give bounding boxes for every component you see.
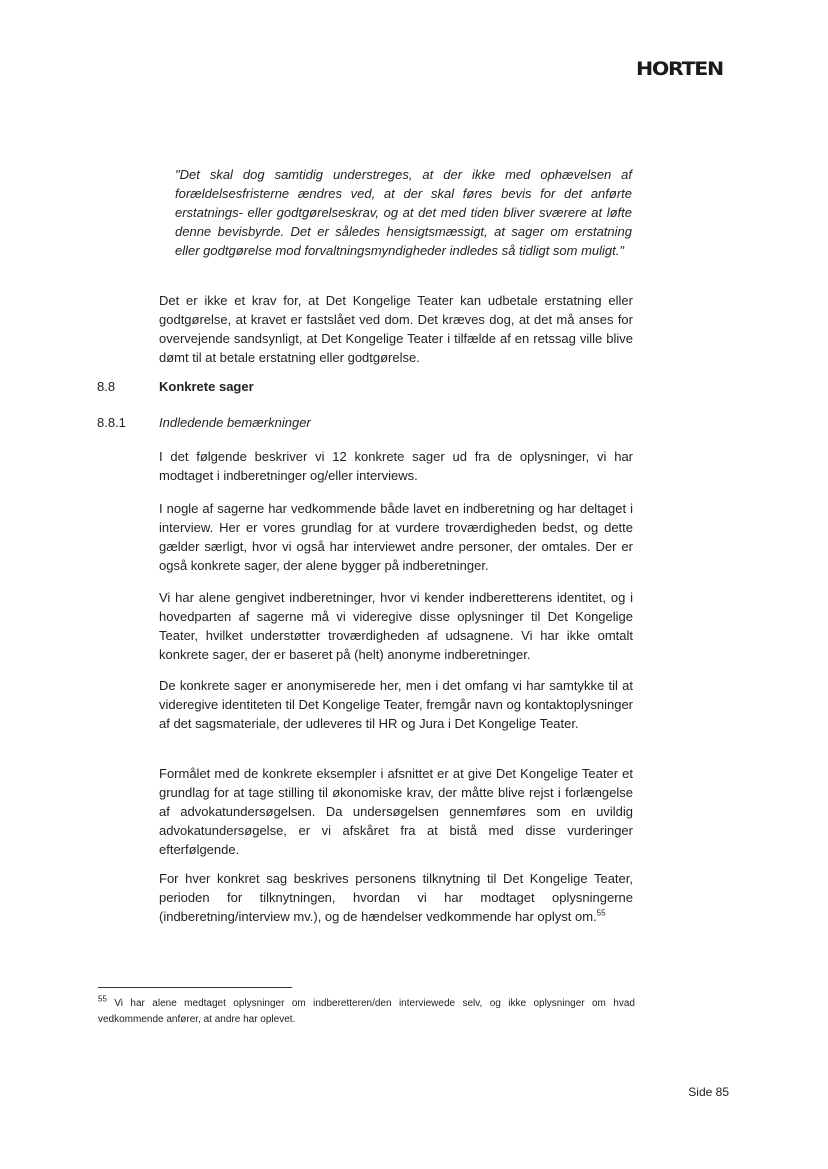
block-quote: "Det skal dog samtidig understreges, at der ikke med ophævelsen af forældelsesfristerne ændres ved, at der skal føres bevis for det anførte erstatnings- eller godtgørelseskrav, og at det med tiden bliver sværere at løfte denne bevisbyrde. Det er således hensigtsmæssigt, at sager om erstatning eller godtgørelse mod forvaltningsmyndigheder indledes så tidligt som muligt." (175, 167, 632, 258)
paragraph: De konkrete sager er anonymiserede her, men i det omfang vi har samtykke til at videregive identiteten til Det Kongelige Teater, fremgår navn og kontaktoplysninger af det sagsmateriale, der udleveres til HR og Jura i Det Kongelige Teater. (159, 678, 633, 731)
page-number: Side 85 (688, 1085, 729, 1099)
paragraph: Formålet med de konkrete eksempler i afsnittet er at give Det Kongelige Teater et grundlag for at tage stilling til økonomiske krav, der måtte blive rejst i forlængelse af advokatundersøgelsen. Da undersøgelsen gennemføres som en uvildig advokatundersøgelse, er vi afskåret fra at bistå med disse vurderinger efterfølgende. (159, 766, 633, 857)
paragraph: Det er ikke et krav for, at Det Kongelige Teater kan udbetale erstatning eller godtgørelse, at kravet er fastslået ved dom. Det kræves dog, at det må anses for overvejende sandsynligt, at Det Kongelige Teater i tilfælde af en retssag ville blive dømt til at betale erstatning eller godtgørelse. (159, 293, 633, 365)
footnote-divider (98, 987, 292, 988)
footnote (98, 996, 635, 1028)
footnote-number: 55 (98, 994, 107, 1004)
paragraph: I det følgende beskriver vi 12 konkrete sager ud fra de oplysninger, vi har modtaget i indberetninger og/eller interviews. (159, 449, 633, 483)
subsection-heading: Indledende bemærkninger (159, 415, 311, 430)
footnote-reference[interactable]: 55 (596, 908, 606, 918)
paragraph: I nogle af sagerne har vedkommende både lavet en indberetning og har deltaget i interview. Her er vores grundlag for at vurdere troværdigheden bedst, og dette gælder særligt, hvor vi også har interviewet andre personer, der omtales. Der er også konkrete sager, der alene bygger på indberetninger. (159, 501, 633, 573)
paragraph-text: For hver konkret sag beskrives personens tilknytning til Det Kongelige Teater, perioden for tilknytningen, hvordan vi har modtaget oplysningerne (indberetning/interview mv.), og de hændelser vedkommende har oplyst om. (159, 871, 633, 924)
paragraph (159, 869, 633, 926)
section-heading: Konkrete sager (159, 379, 254, 394)
horten-logo: HORTEN (636, 58, 723, 80)
subsection-number: 8.8.1 (97, 415, 126, 430)
footnote-text: Vi har alene medtaget oplysninger om indberetteren/den interviewede selv, og ikke oplysninger om hvad vedkommende anfører, at andre har oplevet. (98, 998, 635, 1025)
paragraph: Vi har alene gengivet indberetninger, hvor vi kender indberetterens identitet, og i hovedparten af sagerne må vi videregive disse oplysninger til Det Kongelige Teater, hvilket understøtter troværdigheden af udsagnene. Vi har ikke omtalt konkrete sager, der er baseret på (helt) anonyme indberetninger. (159, 590, 633, 662)
section-number: 8.8 (97, 379, 116, 394)
